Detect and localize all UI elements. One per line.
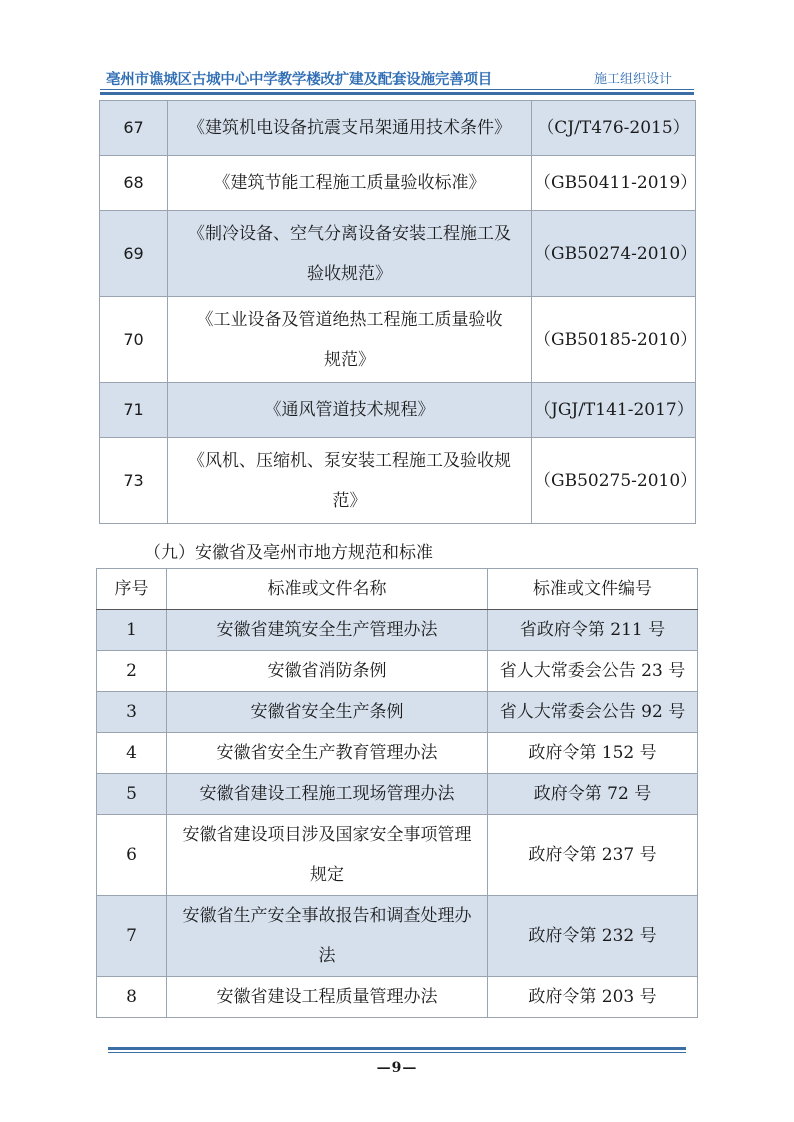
table-header-row: [97, 569, 698, 610]
national-standards-table-body: [100, 101, 696, 524]
standard-name: [167, 692, 488, 733]
page-number: —9—: [376, 1060, 418, 1076]
standard-name: [167, 896, 488, 977]
header-cell-no: 序号: [97, 569, 167, 610]
table-row: [100, 297, 696, 383]
standard-name-line: 安徽省建筑安全生产管理办法: [216, 620, 438, 640]
standard-name-line: 规范》: [324, 349, 375, 370]
standard-name: [167, 651, 488, 692]
row-number: 70: [100, 297, 168, 383]
header-cell-name: 标准或文件名称: [167, 569, 488, 610]
standard-code: 省政府令第 211 号: [488, 610, 698, 651]
standard-name-line: 安徽省建设项目涉及国家安全事项管理: [182, 825, 472, 845]
table-row: [97, 692, 698, 733]
table-row: [97, 651, 698, 692]
table-row: [100, 211, 696, 297]
standard-name-line: 安徽省安全生产条例: [250, 702, 404, 722]
table-row: [100, 438, 696, 524]
header-rule-thick: [100, 92, 694, 95]
standard-code: （GB50411-2019）: [532, 156, 696, 211]
table-row: [100, 101, 696, 156]
standard-name-line: 法: [318, 946, 336, 966]
standard-name-line: 安徽省建设工程施工现场管理办法: [199, 784, 455, 804]
standard-name: [168, 297, 532, 383]
standard-name-line: 《建筑节能工程施工质量验收标准》: [213, 173, 486, 193]
standard-name: [167, 977, 488, 1018]
standard-code: 政府令第 152 号: [488, 733, 698, 774]
standard-name-line: 《通风管道技术规程》: [264, 400, 435, 420]
standard-name: [168, 156, 532, 211]
local-standards-table-body: [97, 610, 698, 1018]
standard-code: 省人大常委会公告 92 号: [488, 692, 698, 733]
table-row: [97, 977, 698, 1018]
document-title: 亳州市谯城区古城中心中学教学楼改扩建及配套设施完善项目: [106, 72, 493, 88]
row-number: 68: [100, 156, 168, 211]
footer-rule-thin: [108, 1052, 686, 1053]
table-row: [100, 156, 696, 211]
standard-name-line: 《工业设备及管道绝热工程施工质量验收: [196, 309, 503, 330]
standard-code: 政府令第 237 号: [488, 815, 698, 896]
standard-name-line: 《风机、压缩机、泵安装工程施工及验收规: [188, 450, 511, 471]
standard-code: 政府令第 232 号: [488, 896, 698, 977]
row-number: 2: [97, 651, 167, 692]
header-cell-code: 标准或文件编号: [488, 569, 698, 610]
standard-code: （GB50275-2010）: [532, 438, 696, 524]
row-number: 4: [97, 733, 167, 774]
row-number: 71: [100, 383, 168, 438]
section-label: 施工组织设计: [593, 72, 672, 87]
standard-name-line: 安徽省消防条例: [267, 661, 387, 681]
standard-name: [168, 101, 532, 156]
row-number: 6: [97, 815, 167, 896]
standard-name-line: 《制冷设备、空气分离设备安装工程施工及: [188, 223, 511, 244]
standard-name: [167, 774, 488, 815]
standard-name-line: 验收规范》: [307, 263, 392, 284]
local-standards-table: [96, 568, 698, 1018]
table-row: [97, 733, 698, 774]
standard-code: 政府令第 72 号: [488, 774, 698, 815]
standard-code: （CJ/T476-2015）: [532, 101, 696, 156]
row-number: 69: [100, 211, 168, 297]
standard-name-line: 规定: [310, 865, 344, 885]
standard-name-line: 安徽省安全生产教育管理办法: [216, 743, 438, 763]
table-row: [100, 383, 696, 438]
standard-name-line: 安徽省建设工程质量管理办法: [216, 987, 438, 1007]
standard-name: [167, 815, 488, 896]
standard-code: （GB50185-2010）: [532, 297, 696, 383]
standard-name: [168, 438, 532, 524]
section-subheading: （九）安徽省及亳州市地方规范和标准: [144, 543, 433, 563]
row-number: 1: [97, 610, 167, 651]
standard-code: 省人大常委会公告 23 号: [488, 651, 698, 692]
table-row: [97, 815, 698, 896]
row-number: 5: [97, 774, 167, 815]
page-header: [100, 66, 694, 88]
standard-name: [168, 211, 532, 297]
standard-code: （JGJ/T141-2017）: [532, 383, 696, 438]
row-number: 67: [100, 101, 168, 156]
header-rule-thin: [100, 89, 694, 90]
standard-name-line: 范》: [332, 490, 367, 511]
table-row: [97, 610, 698, 651]
row-number: 7: [97, 896, 167, 977]
standard-name: [168, 383, 532, 438]
standard-name-line: 安徽省生产安全事故报告和调查处理办: [182, 906, 472, 926]
standard-name: [167, 733, 488, 774]
row-number: 73: [100, 438, 168, 524]
standard-code: 政府令第 203 号: [488, 977, 698, 1018]
national-standards-table: [99, 100, 696, 524]
footer-rule-thick: [108, 1047, 686, 1050]
table-row: [97, 896, 698, 977]
table-row: [97, 774, 698, 815]
row-number: 3: [97, 692, 167, 733]
standard-name-line: 《建筑机电设备抗震支吊架通用技术条件》: [188, 118, 511, 138]
standard-name: [167, 610, 488, 651]
row-number: 8: [97, 977, 167, 1018]
standard-code: （GB50274-2010）: [532, 211, 696, 297]
